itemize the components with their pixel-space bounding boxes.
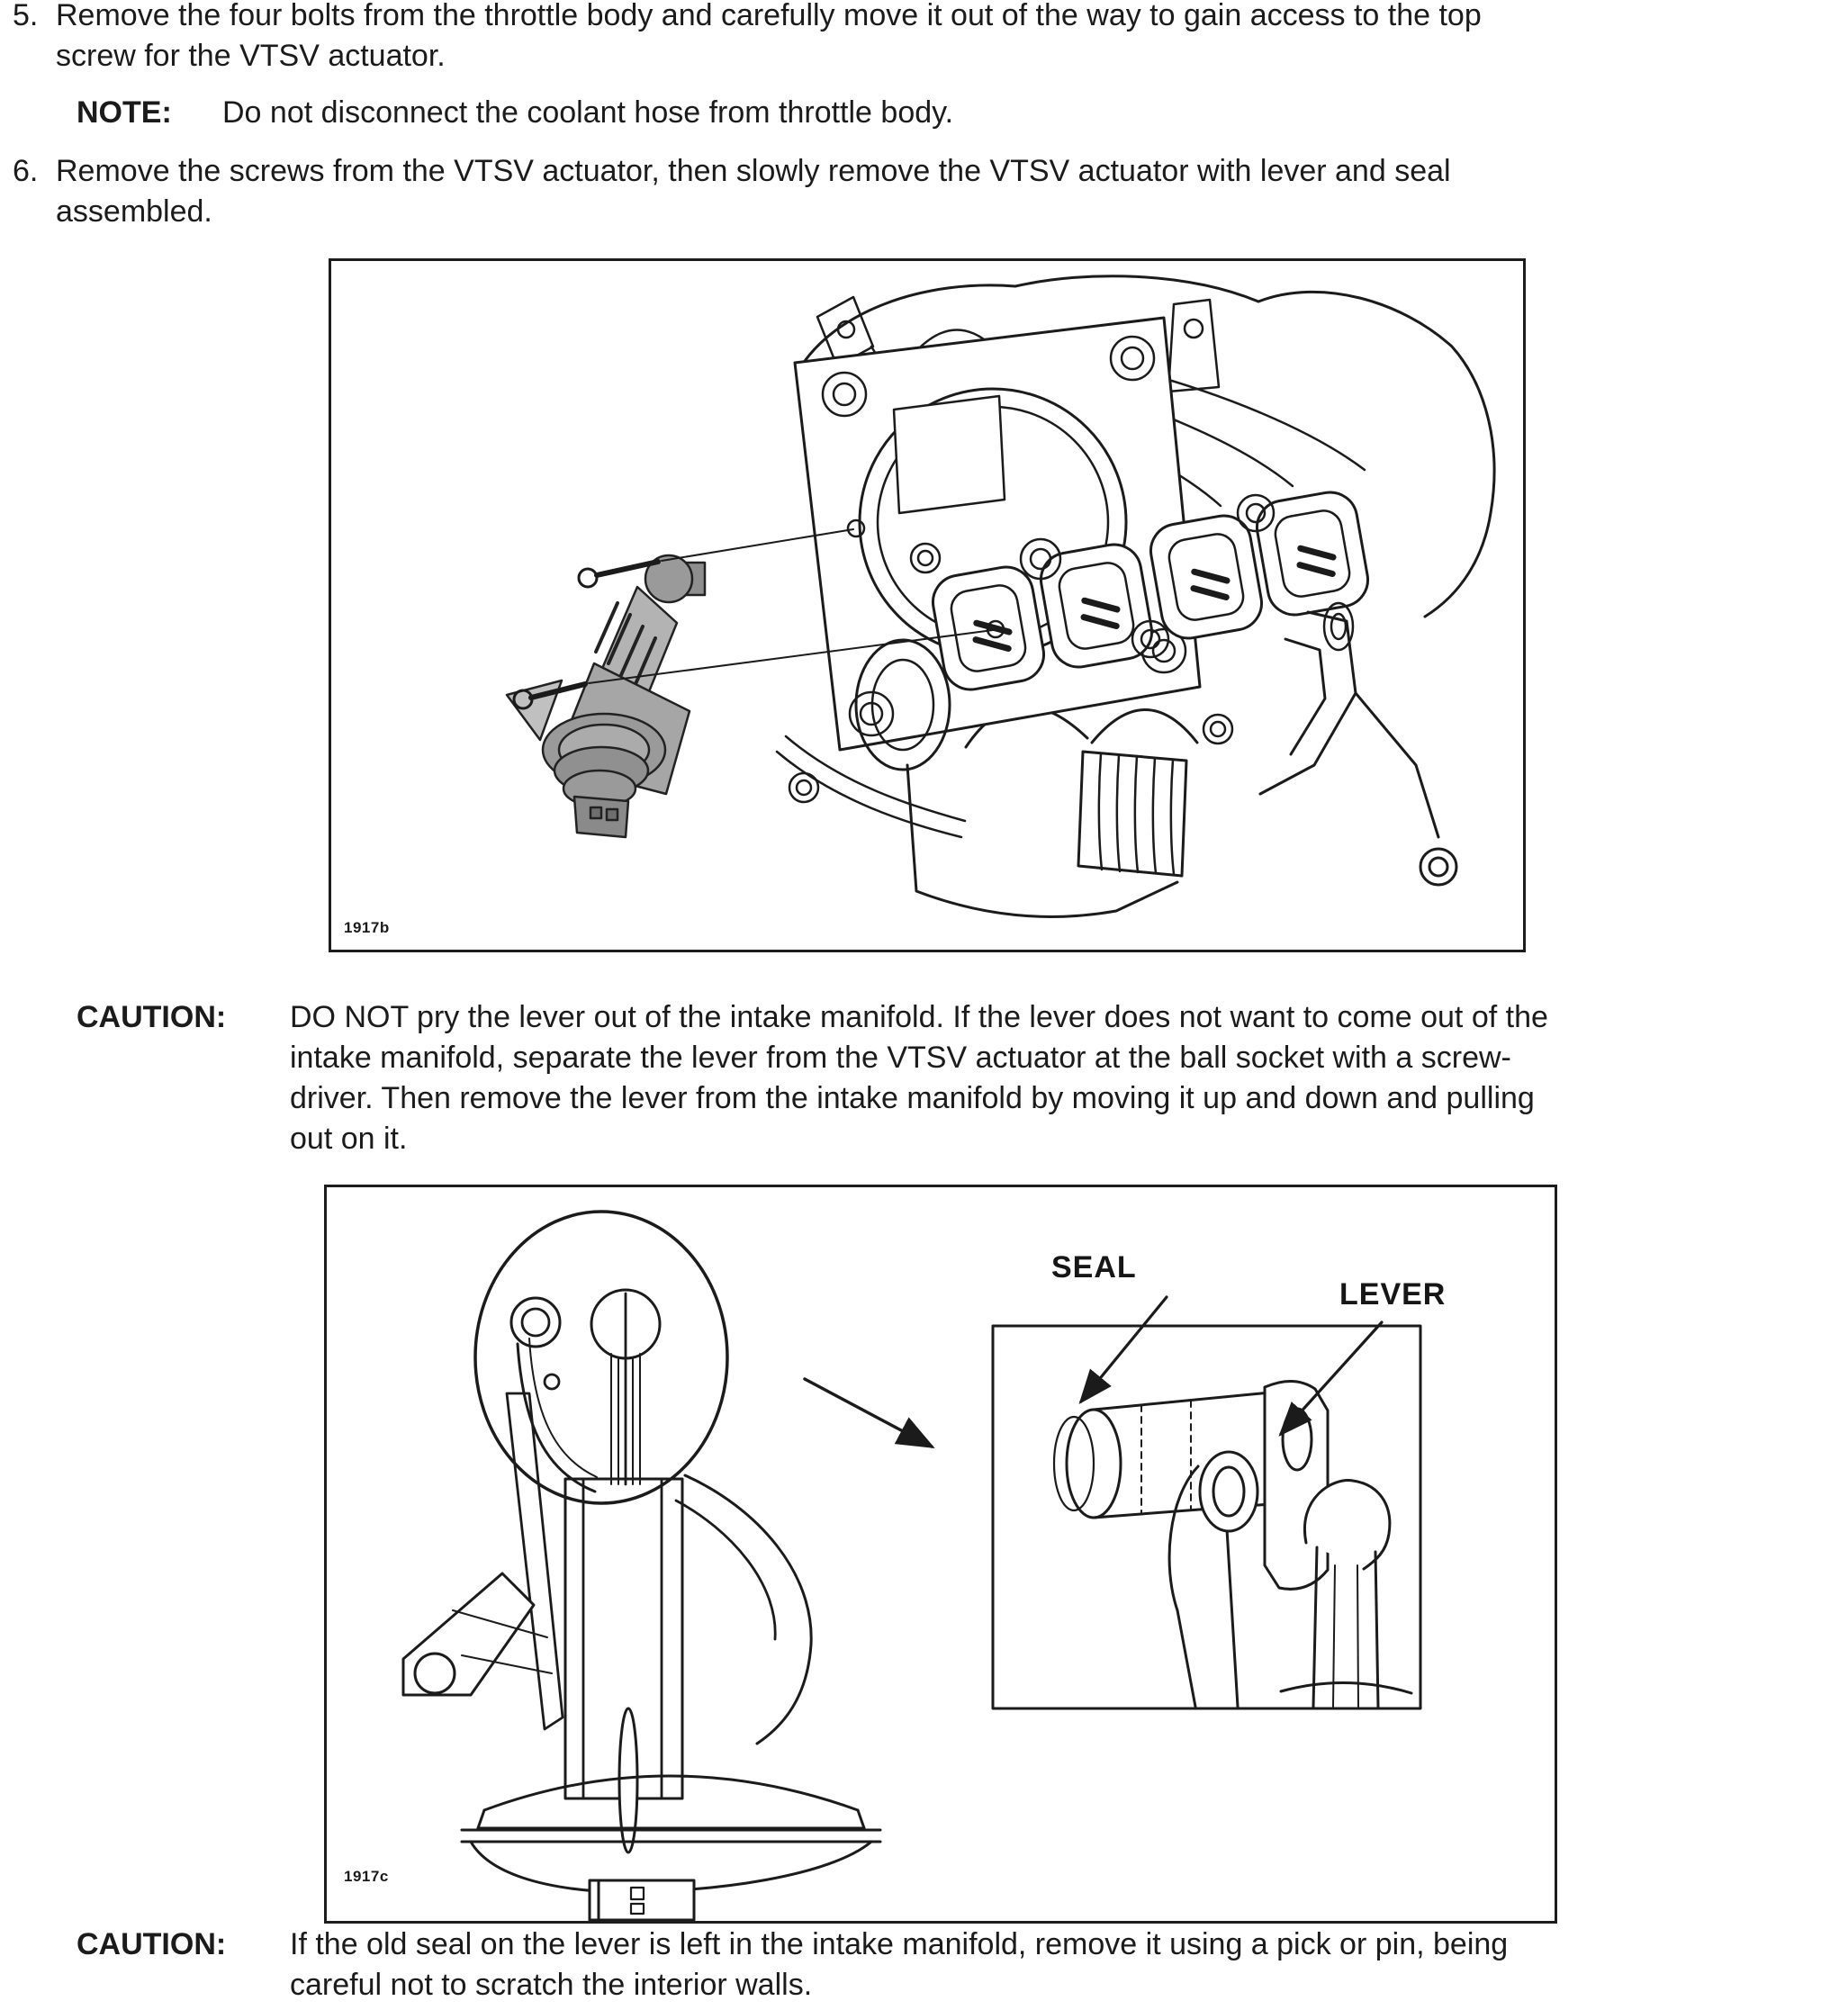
caution-text-line: DO NOT pry the lever out of the intake manifold. If the lever does not want to come out of the — [290, 1000, 1548, 1034]
step-number: 6. — [13, 154, 39, 188]
caution-text-line: careful not to scratch the interior walls. — [290, 1968, 813, 2002]
caution-text-line: intake manifold, separate the lever from the VTSV actuator at the ball socket with a screw- — [290, 1041, 1511, 1075]
figure-code-label: 1917c — [344, 1868, 389, 1885]
magnifier-detail — [475, 1212, 727, 1503]
note-text: Do not disconnect the coolant hose from throttle body. — [222, 95, 954, 130]
intake-manifold-drawing — [331, 261, 1523, 950]
caution-label: CAUTION: — [77, 1000, 227, 1034]
caution-block-2 — [77, 1924, 1508, 2005]
step-text-line: screw for the VTSV actuator. — [56, 39, 446, 73]
step-text — [56, 0, 1482, 77]
step-text-line: Remove the four bolts from the throttle body and carefully move it out of the way to gain access to the top — [56, 0, 1482, 32]
caution-text — [290, 1924, 1508, 2005]
step-number: 5. — [13, 0, 39, 32]
inset-pointer-arrow — [805, 1379, 932, 1447]
seal-callout-label: SEAL — [1051, 1250, 1137, 1284]
caution-block-1 — [77, 997, 1548, 1159]
note-label: NOTE: — [77, 95, 172, 130]
lever-callout-label: LEVER — [1339, 1277, 1447, 1311]
step-item-5 — [13, 0, 1482, 77]
caution-text-line: out on it. — [290, 1122, 408, 1156]
seal-lever-inset — [993, 1326, 1420, 1708]
step-text — [56, 151, 1451, 232]
ribbed-chamber — [1078, 752, 1186, 876]
figure-code-label: 1917b — [344, 919, 390, 936]
step-text-line: Remove the screws from the VTSV actuator, then slowly remove the VTSV actuator with lever and seal — [56, 154, 1451, 188]
caution-text — [290, 997, 1548, 1159]
step-item-6 — [13, 151, 1451, 232]
manifold-support-leg — [1260, 612, 1456, 885]
step-text-line: assembled. — [56, 194, 212, 229]
figure-1917b — [329, 258, 1526, 952]
note-block — [77, 93, 953, 133]
caution-text-line: driver. Then remove the lever from the intake manifold by moving it up and down and pulling — [290, 1081, 1535, 1115]
caution-text-line: If the old seal on the lever is left in the intake manifold, remove it using a pick or pin, being — [290, 1927, 1509, 1961]
actuator-assembly — [403, 1393, 811, 1852]
caution-label: CAUTION: — [77, 1927, 227, 1961]
